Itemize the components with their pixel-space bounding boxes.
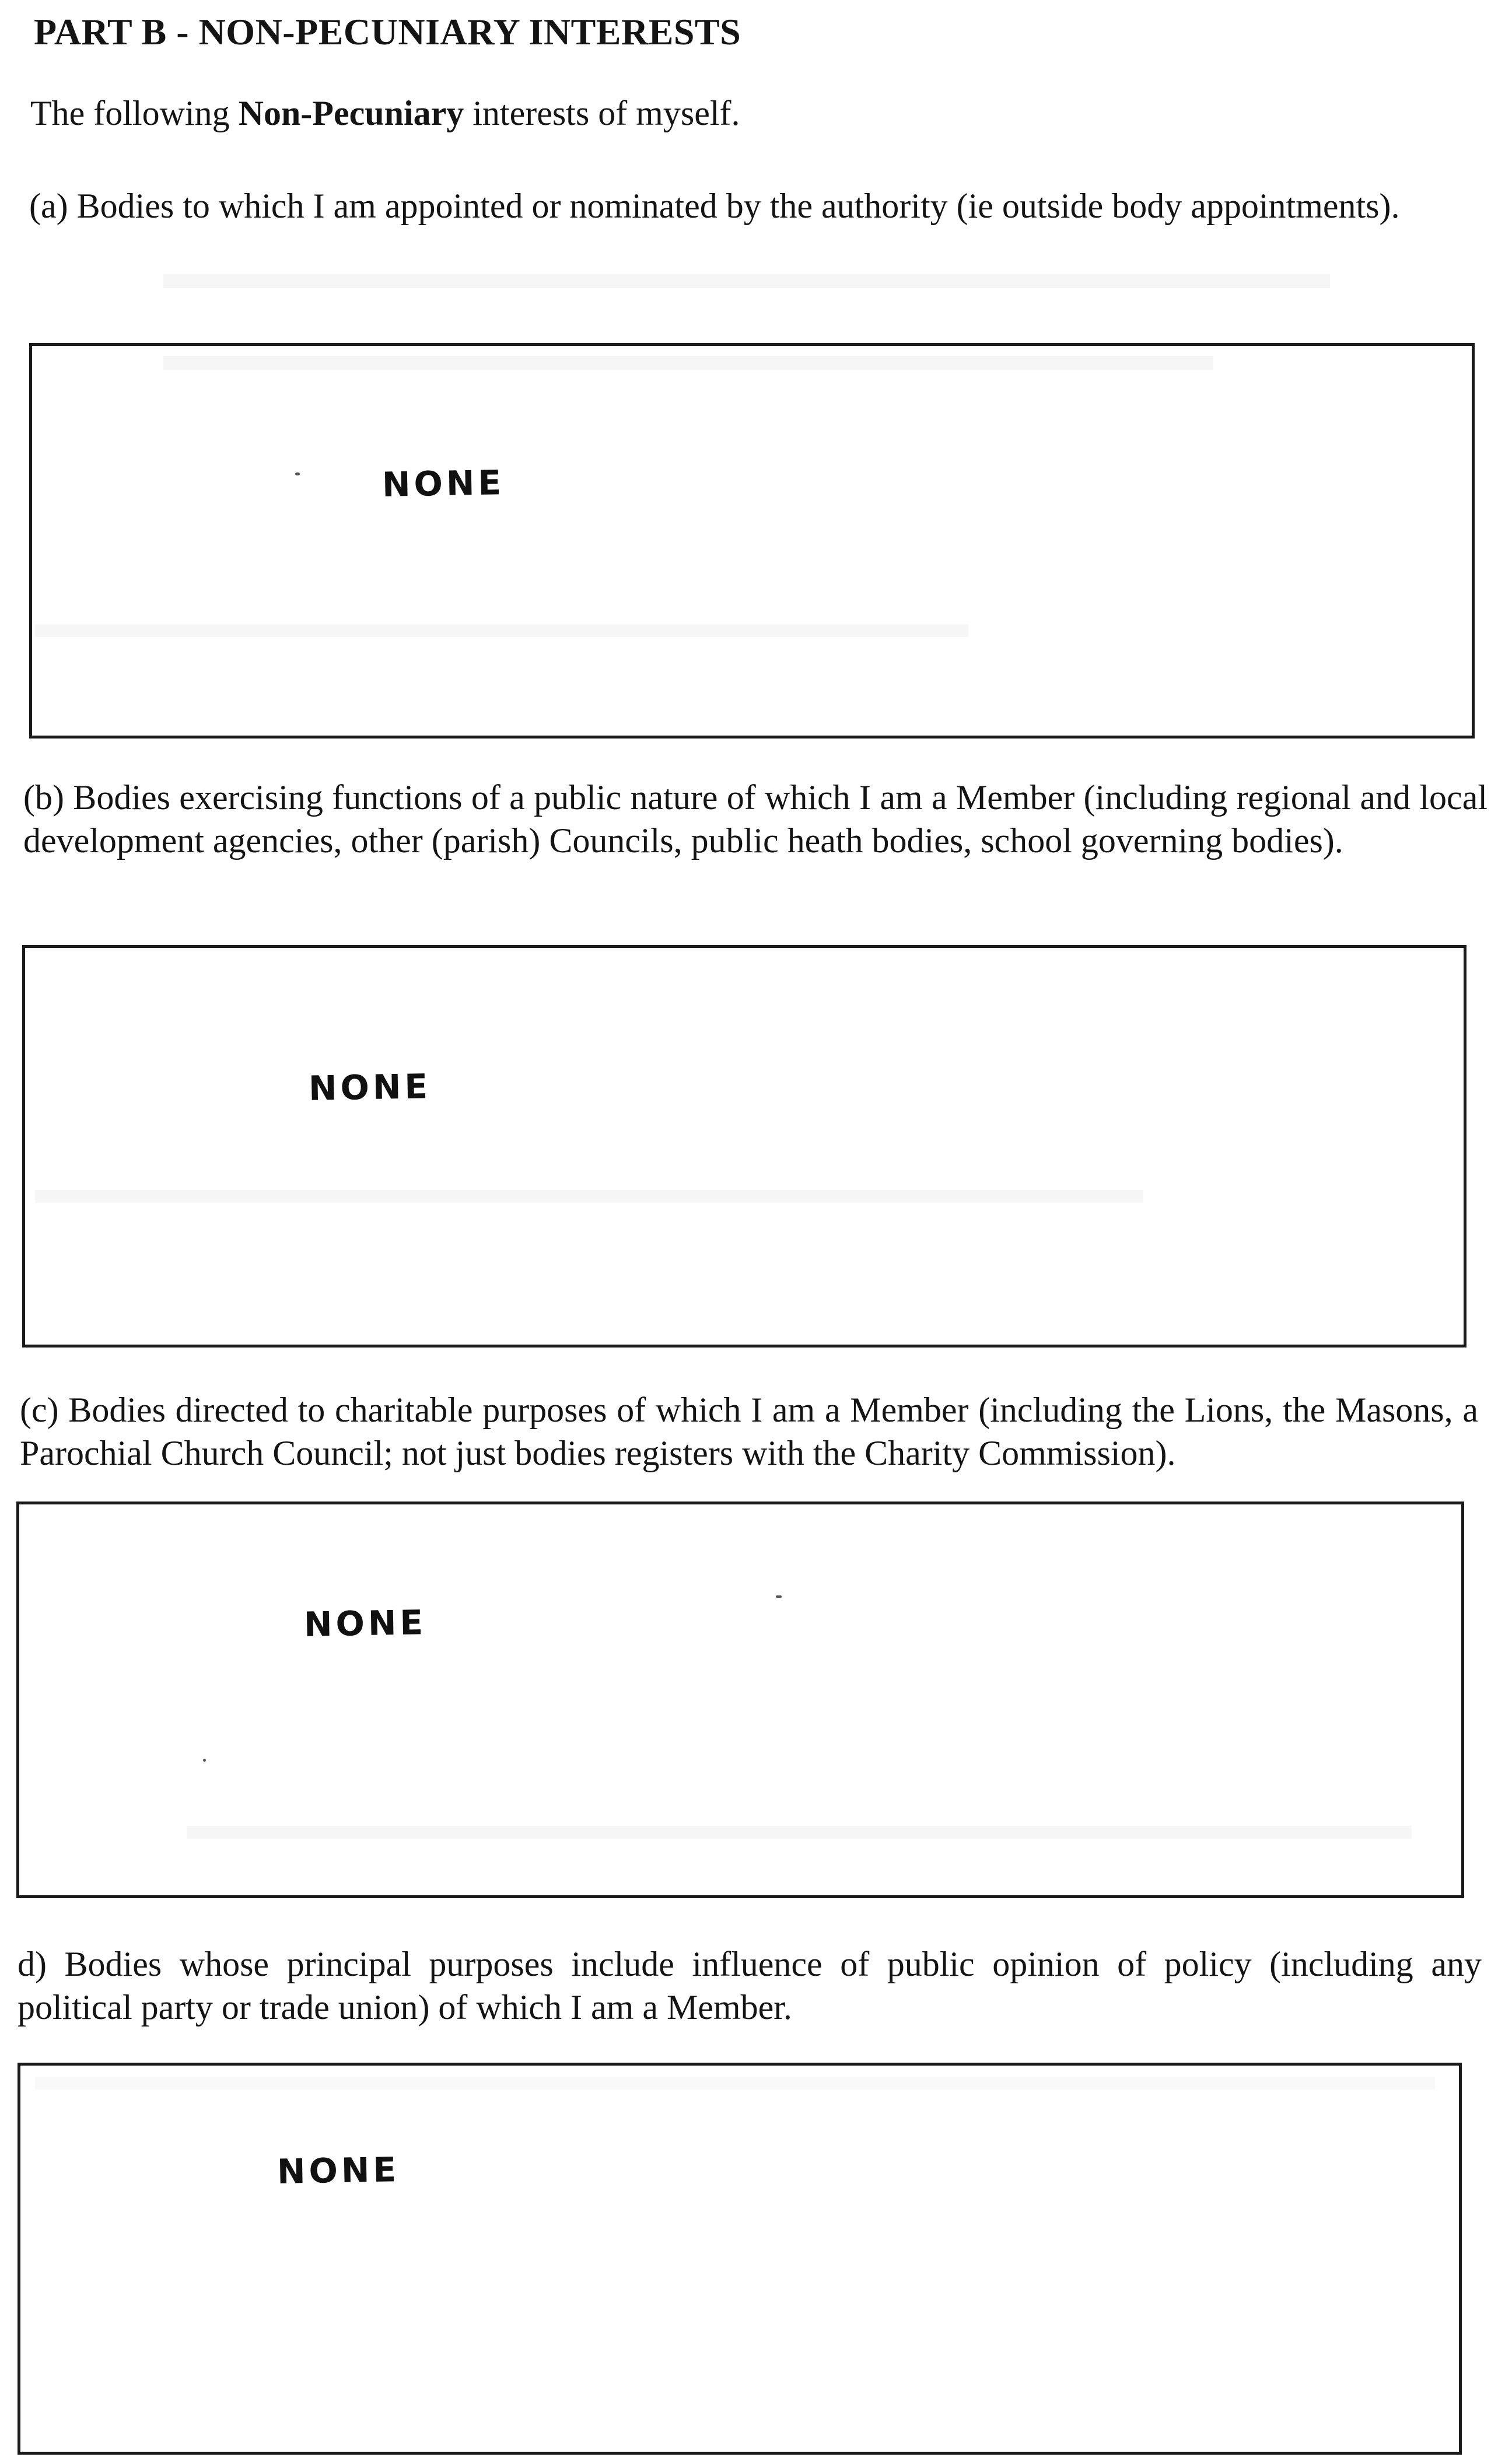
section-b-answer-box: [22, 945, 1466, 1348]
section-b-description: (b) Bodies exercising functions of a public nature of which I am a Member (including regional and local development agencies, other (parish) Councils, public heath bodies, school governing bodies).: [23, 778, 1488, 860]
intro-suffix: interests of myself.: [464, 94, 740, 132]
section-d-answer-box: [18, 2063, 1462, 2455]
scan-speck: [295, 473, 300, 475]
scan-speck: [776, 1595, 782, 1598]
intro-emphasis: Non-Pecuniary: [238, 94, 464, 132]
section-c-handwritten-answer: NONE: [303, 1602, 427, 1644]
section-a-handwritten-answer: NONE: [382, 463, 505, 505]
scan-speck: [203, 1759, 206, 1762]
section-a-answer-box: [29, 343, 1475, 738]
show-through-marks: [163, 274, 1330, 288]
section-d-description: d) Bodies whose principal purposes include influence of public opinion of policy (including any political party or trade union) of which I am a Member.: [18, 1945, 1482, 2027]
section-c-answer-box: [16, 1502, 1464, 1898]
part-b-heading: PART B - NON-PECUNIARY INTERESTS: [34, 11, 741, 52]
section-c-description: (c) Bodies directed to charitable purposes of which I am a Member (including the Lions, the Masons, a Parochial Church Council; not just bodies registers with the Charity Commission).: [20, 1391, 1478, 1472]
section-a-description: (a) Bodies to which I am appointed or nominated by the authority (ie outside body appointments).: [29, 187, 1400, 225]
intro-prefix: The following: [30, 94, 239, 132]
section-d-handwritten-answer: NONE: [276, 2150, 400, 2192]
section-b-handwritten-answer: NONE: [308, 1066, 432, 1108]
intro-line: [30, 93, 740, 134]
